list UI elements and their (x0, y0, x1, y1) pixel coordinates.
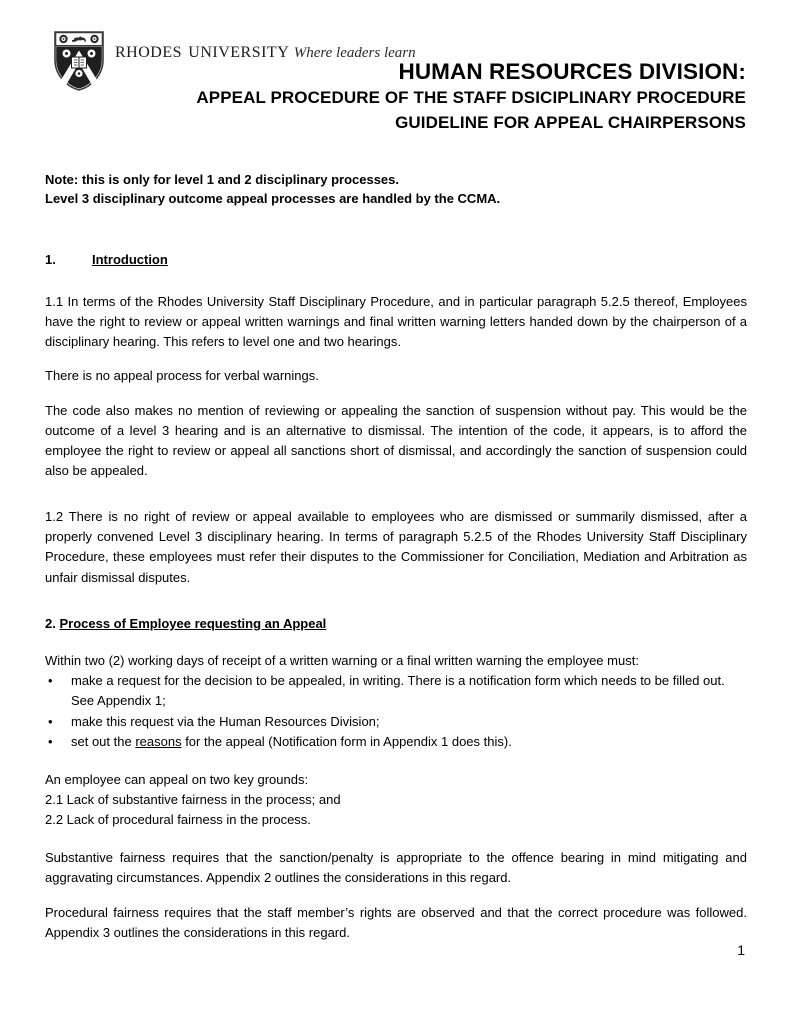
list-item-text-pre: make a request for the decision to be appealed, in writing. There is a notification form which needs to be filled out. See Appendix 1; (71, 673, 725, 709)
section-2-label: Process of Employee requesting an Appeal (59, 615, 327, 631)
page-number: 1 (737, 942, 745, 958)
list-item-text-post: for the appeal (Notification form in Appendix 1 does this). (181, 733, 512, 749)
bullet-icon: • (48, 733, 53, 749)
page-title (146, 58, 746, 135)
document-body (45, 170, 747, 943)
section-1-number: 1. (45, 252, 56, 268)
paragraph-verbal-warnings: There is no appeal process for verbal warnings. (45, 368, 319, 384)
paragraph-1-2: 1.2 There is no right of review or appeal available to employees who are dismissed or summarily dismissed, after a properly convened Level 3 disciplinary hearing. In terms of paragraph 5.2.5 of the Rhodes University Staff Disciplinary Procedure, these employees must refer their disputes to the Commissioner for Conciliation, Mediation and Arbitration as unfair dismissal disputes. (45, 509, 747, 585)
paragraph-grounds-intro: An employee can appeal on two key grounds: (45, 771, 309, 787)
list-item-text-pre: make this request via the Human Resources Division; (71, 713, 380, 729)
document-header (0, 0, 791, 155)
list-item-text-pre: set out the (71, 733, 136, 749)
bullet-icon: • (48, 673, 53, 689)
paragraph-ground-2-2: 2.2 Lack of procedural fairness in the process. (45, 812, 311, 828)
section-2-number: 2. (45, 615, 56, 631)
paragraph-code-suspension: The code also makes no mention of reviewing or appealing the sanction of suspension without pay. This would be the outcome of a level 3 hearing and is an alternative to dismissal. The intention of the code, it appears, is to afford the employee the right to review or appeal all sanctions short of dismissal, and accordingly the sanction of suspension could also be appealed. (45, 402, 747, 478)
paragraph-procedural-fairness: Procedural fairness requires that the staff member’s rights are observed and that the correct procedure was followed. Appendix 3 outlines the considerations in this regard. (45, 904, 747, 940)
wordmark-name: rhodes university (115, 37, 290, 62)
appeal-requirements-list (45, 671, 747, 752)
list-item-text-underlined: reasons (135, 733, 182, 749)
list-item (45, 712, 747, 732)
title-line-division: HUMAN RESOURCES DIVISION: (398, 59, 746, 84)
note-line-1: Note: this is only for level 1 and 2 disciplinary processes. (45, 172, 400, 187)
note-block (45, 170, 747, 208)
section-1-label: Introduction (92, 252, 168, 268)
rhodes-university-crest-icon (53, 30, 105, 92)
paragraph-substantive-fairness: Substantive fairness requires that the sanction/penalty is appropriate to the offence bearing in mind mitigating and aggravating circumstances. Appendix 2 outlines the considerations in this regard. (45, 850, 747, 886)
paragraph-1-1: 1.1 In terms of the Rhodes University Staff Disciplinary Procedure, and in particular paragraph 5.2.5 thereof, Employees have the right to review or appeal written warnings and final written warning letters handed down by the chairperson of a disciplinary hearing. This refers to level one and two hearings. (45, 293, 747, 350)
title-line-guideline: GUIDELINE FOR APPEAL CHAIRPERSONS (395, 112, 746, 132)
list-item (45, 671, 747, 711)
section-1-heading (45, 250, 747, 270)
paragraph-ground-2-1: 2.1 Lack of substantive fairness in the process; and (45, 792, 341, 807)
title-line-procedure: APPEAL PROCEDURE OF THE STAFF DSICIPLINARY PROCEDURE (196, 88, 746, 108)
list-item (45, 732, 747, 752)
bullet-icon: • (48, 713, 53, 729)
wordmark-tagline: Where leaders learn (293, 45, 416, 61)
note-line-2: Level 3 disciplinary outcome appeal processes are handled by the CCMA. (45, 191, 501, 207)
paragraph-request-deadline: Within two (2) working days of receipt of a written warning or a final written warning the employee must: (45, 653, 639, 669)
section-2-heading (45, 614, 747, 634)
